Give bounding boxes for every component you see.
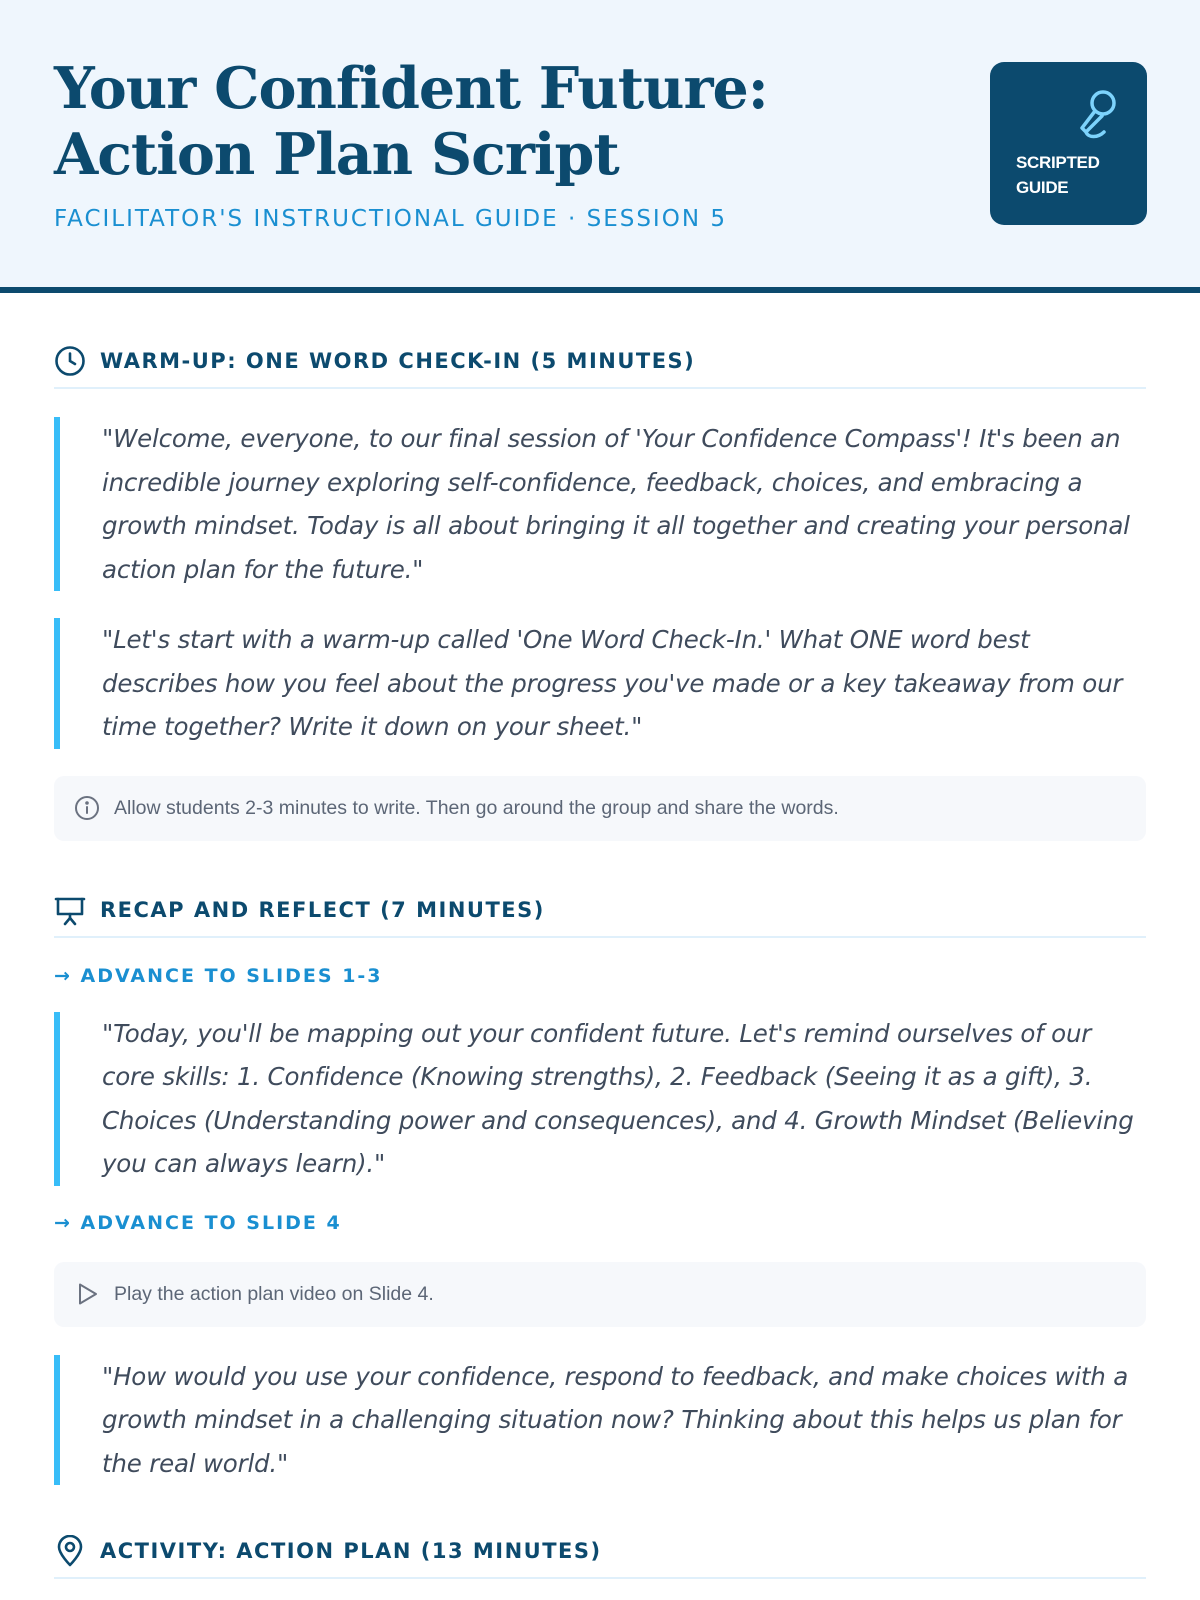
badge-label: SCRIPTED GUIDE — [1016, 153, 1100, 197]
info-icon — [74, 794, 102, 822]
main-content — [0, 335, 1200, 1579]
warmup-heading — [54, 335, 1146, 389]
recap-heading — [54, 884, 1146, 938]
scripted-guide-badge — [990, 62, 1147, 225]
activity-heading — [54, 1525, 1146, 1579]
activity-heading-text: ACTIVITY: ACTION PLAN (13 MINUTES) — [100, 1539, 602, 1563]
note-text: Allow students 2-3 minutes to write. Then go around the group and share the words. — [114, 796, 839, 819]
script-quote: "Let's start with a warm-up called 'One Word Check-In.' What ONE word best describes how you feel about the progress you've made or a key takeaway from our time together? Write it down on your sheet." — [54, 618, 1146, 749]
clock-icon — [54, 344, 88, 378]
script-quote: "Today, you'll be mapping out your confident future. Let's remind ourselves of our core skills: 1. Confidence (Knowing strengths), 2. Feedback (Seeing it as a gift), 3. Choices (Understanding power and consequences), and 4. Growth Mindset (Believing you can always learn)." — [54, 1012, 1146, 1186]
facilitator-note — [54, 1262, 1146, 1327]
note-text: Play the action plan video on Slide 4. — [114, 1282, 434, 1305]
map-pin-icon — [54, 1534, 88, 1568]
microphone-icon — [1074, 88, 1120, 140]
presentation-icon — [54, 893, 88, 927]
script-quote: "Welcome, everyone, to our final session of 'Your Confidence Compass'! It's been an incredible journey exploring self-confidence, feedback, choices, and embracing a growth mindset. Today is all about bringing it all together and creating your personal action plan for the future." — [54, 417, 1146, 591]
script-quote: "How would you use your confidence, respond to feedback, and make choices with a growth mindset in a challenging situation now? Thinking about this helps us plan for the real world." — [54, 1355, 1146, 1486]
page-title: Your Confident Future: Action Plan Script — [54, 55, 768, 188]
page-header — [0, 0, 1200, 293]
slide-cue: → ADVANCE TO SLIDE 4 — [54, 1211, 342, 1234]
play-icon — [74, 1280, 102, 1308]
page-subtitle: FACILITATOR'S INSTRUCTIONAL GUIDE · SESSION 5 — [54, 206, 727, 232]
facilitator-note — [54, 776, 1146, 841]
warmup-heading-text: WARM-UP: ONE WORD CHECK-IN (5 MINUTES) — [100, 349, 696, 373]
slide-cue: → ADVANCE TO SLIDES 1-3 — [54, 964, 383, 987]
recap-heading-text: RECAP AND REFLECT (7 MINUTES) — [100, 897, 545, 922]
